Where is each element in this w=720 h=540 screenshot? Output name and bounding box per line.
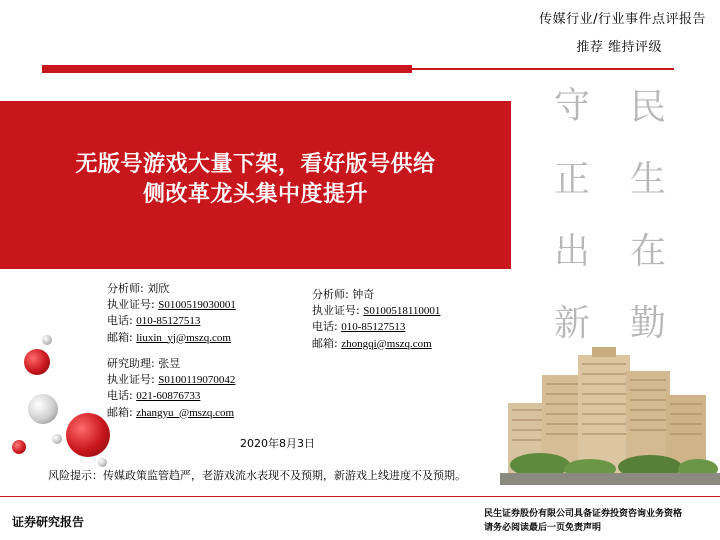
cert-number: S0100518110001 (363, 304, 441, 317)
footer-report-type: 证券研究报告 (12, 515, 85, 529)
decorative-ball (24, 349, 50, 375)
cert-label: 执业证号: (107, 297, 155, 311)
calligraphy-char: 出 (553, 231, 590, 272)
role-label: 分析师: (312, 288, 349, 301)
phone-label: 电话: (312, 320, 338, 333)
footer-notice: 请务必阅读最后一页免责声明 (484, 523, 602, 533)
decorative-ball (42, 335, 52, 345)
analyst-block (312, 287, 440, 352)
phone-row (107, 388, 235, 405)
analyst-block (107, 356, 235, 421)
decorative-ball (98, 458, 107, 467)
email-link[interactable]: liuxin_yj@mszq.com (136, 331, 231, 344)
rating: 推荐 维持评级 (576, 40, 662, 55)
phone-label: 电话: (107, 389, 133, 402)
decorative-ball (28, 394, 58, 424)
report-category: 传媒行业/行业事件点评报告 (539, 12, 706, 27)
email-row (107, 405, 235, 422)
calligraphy-char: 守 (553, 85, 590, 126)
role-label: 分析师: (107, 282, 144, 295)
email-label: 邮箱: (107, 330, 133, 344)
report-title (0, 150, 511, 210)
footer-disclaimer (484, 507, 682, 535)
phone-row (107, 313, 236, 330)
analyst-name: 刘欣 (147, 282, 170, 295)
header-divider-thin (412, 68, 674, 70)
risk-warning: 风险提示：传媒政策监管趋严，老游戏流水表现不及预期，新游戏上线进度不及预期。 (48, 469, 466, 482)
email-link[interactable]: zhangyu_@mszq.com (136, 406, 235, 419)
report-title-line1: 无版号游戏大量下架，看好版号供给 (75, 152, 436, 177)
decorative-ball (12, 440, 26, 454)
calligraphy-char: 正 (553, 159, 590, 200)
analyst-name-row (312, 287, 440, 303)
cert-row (107, 297, 236, 314)
header-divider-thick (42, 65, 412, 73)
cert-number: S0100519030001 (158, 298, 236, 311)
phone-label: 电话: (107, 314, 133, 327)
analyst-name-row (107, 356, 235, 372)
cert-row (312, 303, 440, 320)
phone-number: 010-85127513 (136, 315, 201, 327)
email-row (107, 330, 236, 347)
email-link[interactable]: zhongqi@mszq.com (341, 337, 432, 350)
email-row (312, 336, 440, 353)
report-date: 2020年8月3日 (240, 437, 315, 450)
analyst-name-row (107, 281, 236, 297)
report-title-line2: 侧改革龙头集中度提升 (142, 182, 368, 207)
decorative-ball (52, 434, 62, 444)
cert-row (107, 372, 235, 389)
cert-label: 执业证号: (107, 372, 155, 386)
phone-number: 010-85127513 (341, 321, 406, 333)
footer-qualification: 民生证券股份有限公司具备证券投资咨询业务资格 (484, 509, 683, 519)
email-label: 邮箱: (107, 405, 133, 419)
building-image (500, 345, 720, 485)
phone-row (312, 319, 440, 336)
decorative-ball (66, 413, 110, 457)
calligraphy-char: 民 (629, 87, 666, 128)
cert-label: 执业证号: (312, 303, 360, 317)
email-label: 邮箱: (312, 336, 338, 350)
footer-divider (0, 496, 720, 497)
analyst-block (107, 281, 236, 346)
phone-number: 021-60876733 (136, 390, 201, 402)
analyst-name: 张昱 (158, 357, 181, 370)
role-label: 研究助理: (107, 357, 155, 370)
calligraphy-char: 新 (553, 303, 590, 344)
calligraphy-char: 在 (629, 231, 666, 272)
calligraphy-char: 生 (629, 159, 666, 200)
cert-number: S0100119070042 (158, 373, 236, 386)
calligraphy-char: 勤 (629, 303, 666, 344)
analyst-name: 钟奇 (352, 288, 375, 301)
